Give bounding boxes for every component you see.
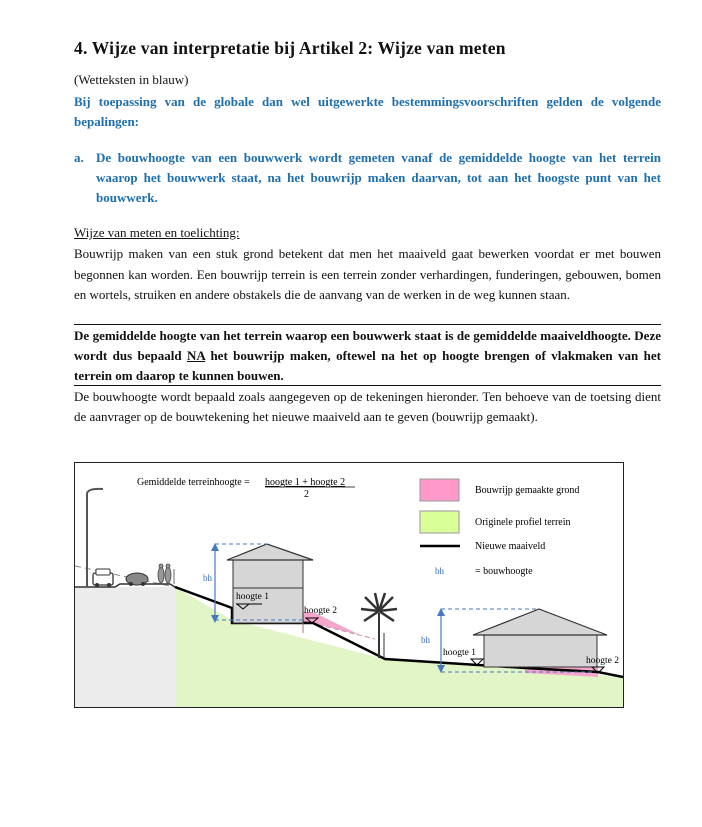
formula-denominator: 2 bbox=[304, 489, 309, 500]
car-icon bbox=[93, 569, 113, 587]
highlight-emphasis: NA bbox=[187, 348, 206, 363]
legend-label-green: Originele profiel terrein bbox=[475, 517, 571, 528]
hoogte2-label-2: hoogte 2 bbox=[586, 656, 619, 666]
palm-tree-icon bbox=[361, 593, 397, 658]
law-item-text: De bouwhoogte van een bouwwerk wordt gemeten vanaf de gemiddelde hoogte van het terrein waarop het bouwwerk staat, na het bouwrijp maken daarvan, tot aan het hoogste punt van het bouwwerk. bbox=[96, 150, 661, 205]
pedestrians-icon bbox=[158, 564, 174, 584]
highlight-paragraph bbox=[74, 326, 661, 386]
hoogte2-label-1: hoogte 2 bbox=[304, 606, 337, 616]
section-title: 4. Wijze van interpretatie bij Artikel 2: Wijze van meten bbox=[74, 38, 506, 58]
bh-label-1: bh bbox=[203, 573, 212, 583]
hoogte1-label-1: hoogte 1 bbox=[236, 592, 269, 602]
legend-label-line: Nieuwe maaiveld bbox=[475, 541, 546, 552]
divider-top bbox=[74, 324, 661, 325]
road-ground bbox=[75, 587, 175, 707]
legend-swatch-green bbox=[420, 511, 459, 533]
highlight-after: het bouwrijp maken, oftewel na het op hoogte brengen of vlakmaken van het terrein om daarop te kunnen bouwen. bbox=[74, 348, 661, 383]
law-intro: Bij toepassing van de globale dan wel uitgewerkte bestemmingsvoorschriften gelden de volgende bepalingen: bbox=[74, 94, 661, 129]
legend-symbol-bh: bh bbox=[435, 566, 444, 576]
car-icon bbox=[126, 573, 148, 586]
explanation-paragraph: Bouwrijp maken van een stuk grond betekent dat men het maaiveld gaat bewerken voordat er met bouwen begonnen kan worden. Een bouwrijp terrein is een terrein zonder verhardingen, funderingen, gebouwen, bomen en wortels, struiken en andere obstakels die de aanvang van de werken in de weg kunnen staan. bbox=[74, 246, 661, 302]
legend-label-bh: = bouwhoogte bbox=[475, 566, 533, 577]
legend-swatch-pink bbox=[420, 479, 459, 501]
formula-label: Gemiddelde terreinhoogte = bbox=[137, 477, 250, 488]
legend-note: (Wetteksten in blauw) bbox=[74, 72, 189, 87]
measurement-diagram bbox=[74, 462, 624, 708]
hoogte1-label-2: hoogte 1 bbox=[443, 648, 476, 658]
explanation-heading: Wijze van meten en toelichting: bbox=[74, 225, 240, 240]
street-lamp-icon bbox=[87, 489, 103, 493]
bh-label-2: bh bbox=[421, 635, 430, 645]
legend-label-pink: Bouwrijp gemaakte grond bbox=[475, 485, 580, 496]
drawing-paragraph: De bouwhoogte wordt bepaald zoals aangegeven op de tekeningen hieronder. Ten behoeve van de toetsing dient de aanvrager op de bouwtekening het nieuwe maaiveld aan te geven (bouwrijp gemaakt). bbox=[74, 389, 661, 424]
diagram-legend bbox=[420, 479, 579, 577]
law-item-a bbox=[74, 148, 661, 208]
list-marker: a. bbox=[74, 150, 84, 165]
highlight-before: De gemiddelde hoogte van het terrein waarop een bouwwerk staat is de gemiddelde maaiveldhoogte. Deze wordt dus bepaald bbox=[74, 328, 661, 363]
divider-bottom bbox=[74, 385, 661, 386]
formula-numerator: hoogte 1 + hoogte 2 bbox=[265, 477, 346, 488]
